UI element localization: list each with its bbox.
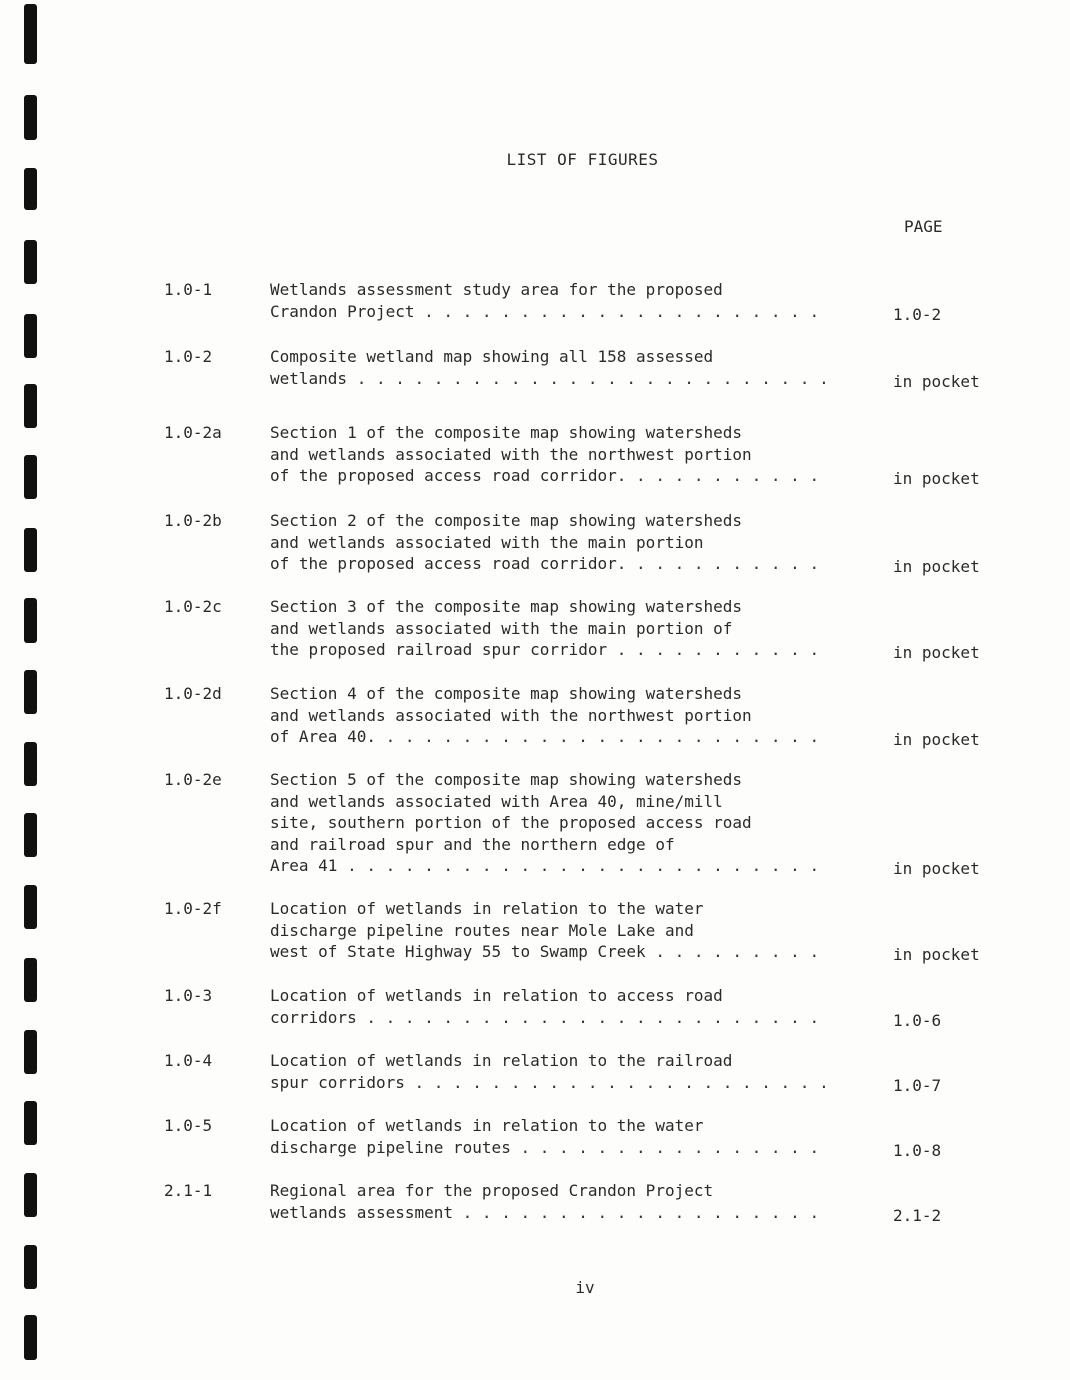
figure-description-line: [270, 1050, 870, 1072]
figure-description-line: [270, 1137, 870, 1159]
figure-number: 1.0-4: [164, 1051, 213, 1070]
leader-dots: . . . . . . . . . . . . . . . . . . .: [453, 1202, 820, 1222]
figure-number: 1.0-1: [164, 280, 213, 299]
figure-description: [270, 985, 870, 1028]
binding-mark: [24, 95, 37, 140]
binding-mark: [24, 958, 37, 1002]
figure-page-ref: 2.1-2: [893, 1205, 942, 1225]
figure-description-line: [270, 444, 870, 466]
leader-dots: . . . . . . . . . . . . . . . . . . . . . .: [404, 1072, 829, 1092]
leader-dots: . . . . . . . . .: [645, 942, 820, 961]
figure-description-line: [270, 726, 870, 748]
figure-description: [270, 279, 870, 322]
figure-description-line: [270, 898, 870, 920]
leader-dots: . . . . . . . . . .: [626, 466, 820, 485]
figure-description-line: [270, 368, 870, 390]
figure-description-line: [270, 985, 870, 1007]
binding-mark: [24, 240, 37, 284]
figure-number: 1.0-5: [164, 1116, 213, 1135]
leader-dots: . . . . . . . . . . . . . . . . . . . . . . . . .: [337, 856, 820, 875]
binding-mark: [24, 598, 37, 643]
figure-description-line: [270, 705, 870, 727]
figure-number: 1.0-2c: [164, 597, 222, 616]
figure-description-text: and wetlands associated with Area 40, mine/mill: [270, 791, 723, 811]
binding-mark: [24, 670, 37, 714]
figure-page-ref: in pocket: [893, 730, 980, 749]
figure-description-text: and wetlands associated with the main portion of: [270, 618, 733, 638]
binding-mark: [24, 168, 37, 210]
figure-description: [270, 510, 870, 575]
figure-description-line: [270, 1007, 870, 1029]
figure-page-ref: 1.0-7: [893, 1075, 942, 1095]
figure-description-text: the proposed railroad spur corridor: [270, 640, 608, 659]
figure-page-ref: in pocket: [893, 469, 980, 488]
figure-description: [270, 1180, 870, 1223]
leader-dots: . . . . . . . . . . . . . . . . . . . . . . . .: [356, 1007, 820, 1027]
figure-description-line: [270, 279, 870, 301]
figure-description-text: of the proposed access road corridor.: [270, 466, 627, 485]
figure-description: [270, 1115, 870, 1158]
figure-description-line: [270, 532, 870, 554]
figure-page-ref: in pocket: [893, 557, 980, 576]
figure-description: [270, 596, 870, 661]
figure-page-ref: in pocket: [893, 859, 980, 878]
figure-description-line: [270, 422, 870, 444]
footer-page-number: iv: [575, 1278, 595, 1297]
figure-description: [270, 683, 870, 748]
figure-page-ref: in pocket: [893, 643, 980, 662]
figure-description-text: Section 4 of the composite map showing watersheds: [270, 684, 743, 703]
figure-description-text: and railroad spur and the northern edge of: [270, 834, 675, 854]
figure-description-text: spur corridors: [270, 1072, 405, 1092]
figure-description-line: [270, 618, 870, 640]
figure-description-line: [270, 1072, 870, 1094]
binding-mark: [24, 528, 37, 572]
binding-mark: [24, 1030, 37, 1074]
figure-description-text: and wetlands associated with the main portion: [270, 532, 704, 552]
leader-dots: . . . . . . . . . .: [626, 554, 820, 573]
figure-page-ref: 1.0-6: [893, 1010, 942, 1030]
figure-description-text: Location of wetlands in relation to the water: [270, 899, 704, 918]
figure-description-text: discharge pipeline routes: [270, 1137, 511, 1157]
binding-mark: [24, 1101, 37, 1145]
figure-description-text: corridors: [270, 1007, 357, 1027]
figure-description-text: Section 5 of the composite map showing watersheds: [270, 770, 743, 789]
figure-description-line: [270, 683, 870, 705]
binding-mark: [24, 1173, 37, 1217]
figure-description-text: Section 3 of the composite map showing watersheds: [270, 597, 743, 616]
figure-description-text: Location of wetlands in relation to the water: [270, 1116, 704, 1135]
figure-description-text: wetlands assessment: [270, 1202, 454, 1222]
figure-description-line: [270, 639, 870, 661]
figure-description: [270, 898, 870, 963]
figure-description-text: discharge pipeline routes near Mole Lake and: [270, 920, 694, 940]
leader-dots: . . . . . . . . . . .: [607, 640, 820, 659]
figure-description-line: [270, 510, 870, 532]
figure-number: 1.0-2e: [164, 770, 222, 789]
figure-description-line: [270, 1180, 870, 1202]
figure-description-line: [270, 465, 870, 487]
figure-page-ref: in pocket: [893, 945, 980, 964]
figure-page-ref: 1.0-8: [893, 1140, 942, 1160]
leader-dots: . . . . . . . . . . . . . . . .: [510, 1137, 820, 1157]
figure-description-line: [270, 301, 870, 323]
figure-description-text: Section 1 of the composite map showing watersheds: [270, 423, 743, 442]
figure-description-line: [270, 791, 870, 813]
leader-dots: . . . . . . . . . . . . . . . . . . . . . . . . .: [347, 368, 829, 388]
figure-description-text: Area 41: [270, 856, 338, 875]
figure-description-line: [270, 346, 870, 368]
binding-mark: [24, 384, 37, 428]
figure-description-text: Section 2 of the composite map showing watersheds: [270, 511, 743, 530]
figure-description-line: [270, 834, 870, 856]
figure-description: [270, 346, 870, 389]
figure-description-text: and wetlands associated with the northwest portion: [270, 705, 752, 725]
figure-description-text: and wetlands associated with the northwest portion: [270, 444, 752, 464]
figure-description-line: [270, 769, 870, 791]
page-title: LIST OF FIGURES: [506, 150, 659, 169]
figure-description-line: [270, 920, 870, 942]
figure-description-text: Wetlands assessment study area for the proposed: [270, 280, 723, 299]
figure-description-line: [270, 596, 870, 618]
figure-number: 2.1-1: [164, 1181, 213, 1200]
figure-description-text: Location of wetlands in relation to access road: [270, 986, 723, 1005]
figure-description: [270, 769, 870, 877]
figure-page-ref: 1.0-2: [893, 304, 942, 324]
leader-dots: . . . . . . . . . . . . . . . . . . . . . . .: [375, 727, 820, 746]
figure-description-text: of Area 40.: [270, 727, 376, 746]
figure-description-line: [270, 941, 870, 963]
figure-number: 1.0-2a: [164, 423, 222, 442]
figure-description-line: [270, 553, 870, 575]
binding-mark: [24, 813, 37, 857]
figure-number: 1.0-2d: [164, 684, 222, 703]
figure-page-ref: in pocket: [893, 371, 980, 391]
page-column-header: PAGE: [904, 217, 943, 236]
binding-mark: [24, 742, 37, 786]
figure-number: 1.0-2b: [164, 511, 222, 530]
figure-description-line: [270, 812, 870, 834]
figure-description-text: Composite wetland map showing all 158 assessed: [270, 347, 714, 366]
figure-description: [270, 422, 870, 487]
figure-description-text: site, southern portion of the proposed access road: [270, 813, 752, 832]
figure-description: [270, 1050, 870, 1093]
figure-description-text: wetlands: [270, 368, 348, 388]
figure-description-line: [270, 1202, 870, 1224]
figure-number: 1.0-2: [164, 347, 213, 366]
figure-description-line: [270, 1115, 870, 1137]
figure-number: 1.0-3: [164, 986, 213, 1005]
figure-description-line: [270, 855, 870, 877]
figure-description-text: west of State Highway 55 to Swamp Creek: [270, 942, 646, 961]
binding-mark: [24, 314, 37, 358]
figure-description-text: Regional area for the proposed Crandon Project: [270, 1181, 714, 1200]
binding-mark: [24, 885, 37, 929]
leader-dots: . . . . . . . . . . . . . . . . . . . . .: [414, 301, 820, 321]
figure-description-text: Location of wetlands in relation to the railroad: [270, 1051, 733, 1070]
figure-description-text: Crandon Project: [270, 301, 415, 321]
figure-number: 1.0-2f: [164, 899, 222, 918]
binding-mark: [24, 455, 37, 499]
binding-mark: [24, 4, 37, 64]
binding-mark: [24, 1315, 37, 1360]
figure-description-text: of the proposed access road corridor.: [270, 554, 627, 573]
